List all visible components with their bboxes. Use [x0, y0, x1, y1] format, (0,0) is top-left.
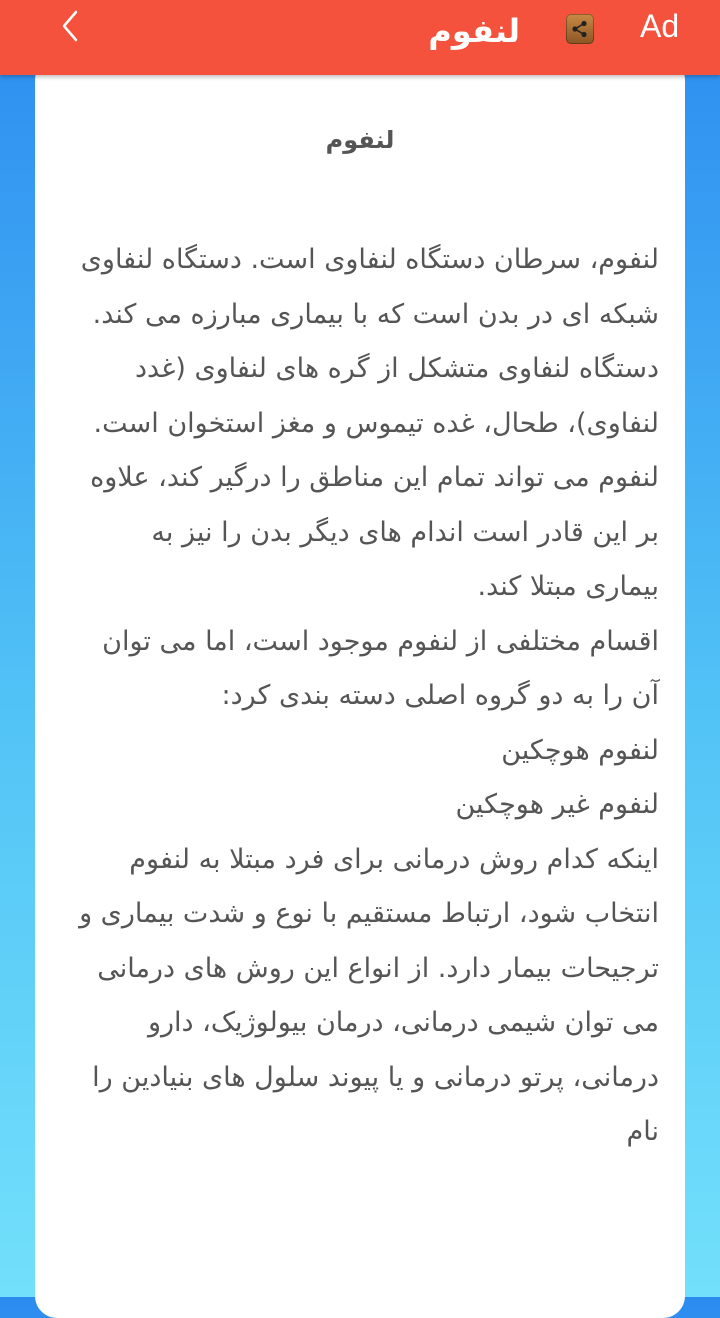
- top-app-bar: [0, 0, 720, 75]
- share-icon: [571, 20, 589, 38]
- back-button[interactable]: [58, 8, 82, 44]
- page-title: لنفوم: [428, 12, 520, 50]
- chevron-left-icon: [58, 8, 82, 44]
- share-button[interactable]: [566, 14, 594, 44]
- article-title: لنفوم: [325, 126, 395, 154]
- ad-label[interactable]: Ad: [640, 8, 680, 44]
- article-card: [35, 58, 685, 1318]
- article-body: لنفوم، سرطان دستگاه لنفاوی است. دستگاه لنفاوی شبکه ای در بدن است که با بیماری مبارزه می کند. دستگاه لنفاوی متشکل از گره های لنفاوی (غدد لنفاوی)، طحال، غده تیموس و مغز استخوان است. لنفوم می تواند تمام این مناطق را درگیر کند، علاوه بر این قادر است اندام های دیگر بدن را نیز به بیماری مبتلا کند. اقسام مختلفی از لنفوم موجود است، اما می توان آن را به دو گروه اصلی دسته بندی کرد: لنفوم هوچکین لنفوم غیر هوچکین اینکه کدام روش درمانی برای فرد مبتلا به لنفوم انتخاب شود، ارتباط مستقیم با نوع و شدت بیماری و ترجیحات بیمار دارد. از انواع این روش های درمانی می توان شیمی درمانی، درمان بیولوژیک، دارو درمانی، پرتو درمانی و یا پیوند سلول های بنیادین را نام: [79, 244, 659, 1147]
